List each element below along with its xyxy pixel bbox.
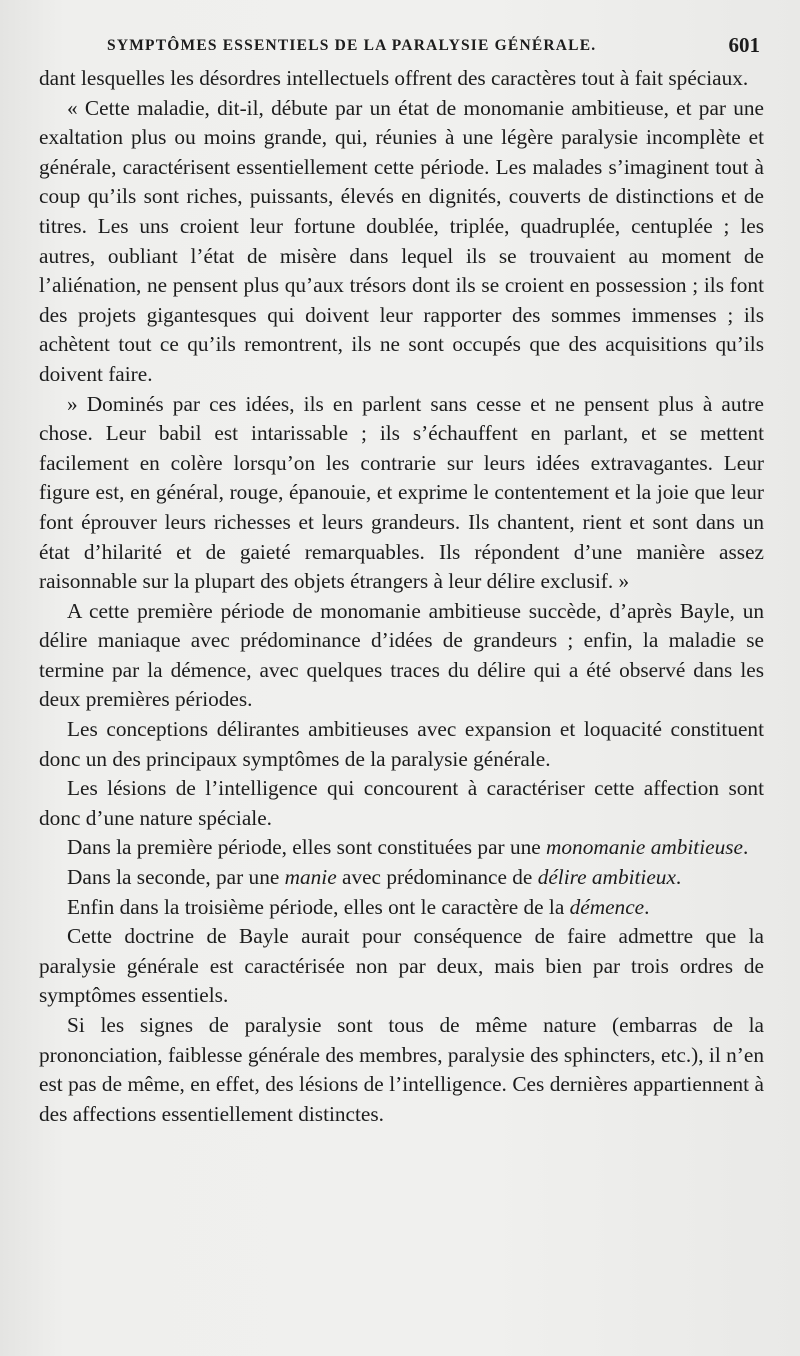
page-number: 601 [728,33,760,57]
paragraph-text: » Dominés par ces idées, ils en parlent sans cesse et ne pensent plus à autre chose. Leur babil est intarissable ; ils s’échauffent en parlant, et se mettent facilement en colère lorsqu’on les contrarie sur leurs idées extravagantes. Leur figure est, en général, rouge, épanouie, et exprime le contentement et la joie que leur font éprouver leurs richesses et leurs grandeurs. Ils chantent, rient et sont dans un état d’hilarité et de gaieté remarquables. Ils répondent d’une manière assez raisonnable sur la plupart des objets étrangers à leur délire exclusif. » [39,391,764,594]
paragraph-text: Les conceptions délirantes ambitieuses avec expansion et loquacité constituent donc un des principaux symptômes de la paralysie générale. [39,717,764,771]
emphasis-text: démence [569,894,645,919]
paragraph-text: dant lesquelles les désordres intellectuels offrent des caractères tout à fait spéciaux. [39,66,749,90]
paragraph-bayle-periods [39,597,764,715]
paragraph-signs [39,1011,764,1129]
paragraph-text: Enfin dans la troisième période, elles ont le caractère de la [67,894,570,919]
paragraph-lesions [39,774,764,833]
paragraph-text: « Cette maladie, dit-il, débute par un état de monomanie ambitieuse, et par une exaltation plus ou moins grande, qui, réunies à une légère paralysie incomplète et générale, caractérisent essentiellement cette période. Les malades s’imaginent tout à coup qu’ils sont riches, puissants, élevés en dignités, couverts de distinctions et de titres. Les uns croient leur fortune doublée, triplée, quadruplée, centuplée ; les autres, oubliant l’état de misère dans lequel ils se trouvaient au moment de l’aliénation, ne pensent plus qu’aux trésors dont ils se croient en possession ; ils font des projets gigantesques qui doivent leur rapporter des sommes immenses ; ils achètent tout ce qu’ils remontrent, ils ne sont occupés que des acquisitions qu’ils doivent faire. [39,95,764,386]
paragraph-text: A cette première période de monomanie ambitieuse succède, d’après Bayle, un délire maniaque avec prédominance d’idées de grandeurs ; enfin, la maladie se termine par la démence, avec quelques traces du délire qui a été observé dans les deux premières périodes. [39,598,764,712]
emphasis-text: délire ambitieux [537,865,676,890]
paragraph-second-period [39,863,764,893]
emphasis-text: monomanie ambitieuse [546,835,743,860]
paragraph-conceptions [39,715,764,774]
paragraph-third-period [39,893,764,923]
paragraph-text: Les lésions de l’intelligence qui concourent à caractériser cette affection sont donc d’une nature spéciale. [39,776,764,830]
paragraph-text: Si les signes de paralysie sont tous de même nature (embarras de la prononciation, faiblesse générale des membres, paralysie des sphincters, etc.), il n’en est pas de même, en effet, des lésions de l’intelligence. Ces dernières appartiennent à des affections essentiellement distinctes. [39,1013,764,1126]
quote-paragraph-2 [39,390,764,597]
paragraph-text: . [742,835,749,860]
paragraph-text: Dans la première période, elles sont constituées par une [67,835,547,860]
body-text [39,64,764,1129]
paragraph-text: Dans la seconde, par une [67,865,285,890]
paragraph-continuation [39,64,764,94]
paragraph-text: Cette doctrine de Bayle aurait pour conséquence de faire admettre que la paralysie générale est caractérisée non par deux, mais bien par trois ordres de symptômes essentiels. [39,924,764,1008]
page-header [39,30,764,64]
emphasis-text: manie [284,865,337,890]
quote-paragraph-1 [39,94,764,390]
paragraph-first-period [39,833,764,863]
paragraph-doctrine [39,922,764,1011]
paragraph-text: avec prédominance de [336,865,538,890]
paragraph-text: . [675,865,682,890]
paragraph-text: . [644,894,650,919]
running-title: SYMPTÔMES ESSENTIELS DE LA PARALYSIE GÉNÉRALE. [107,37,597,54]
